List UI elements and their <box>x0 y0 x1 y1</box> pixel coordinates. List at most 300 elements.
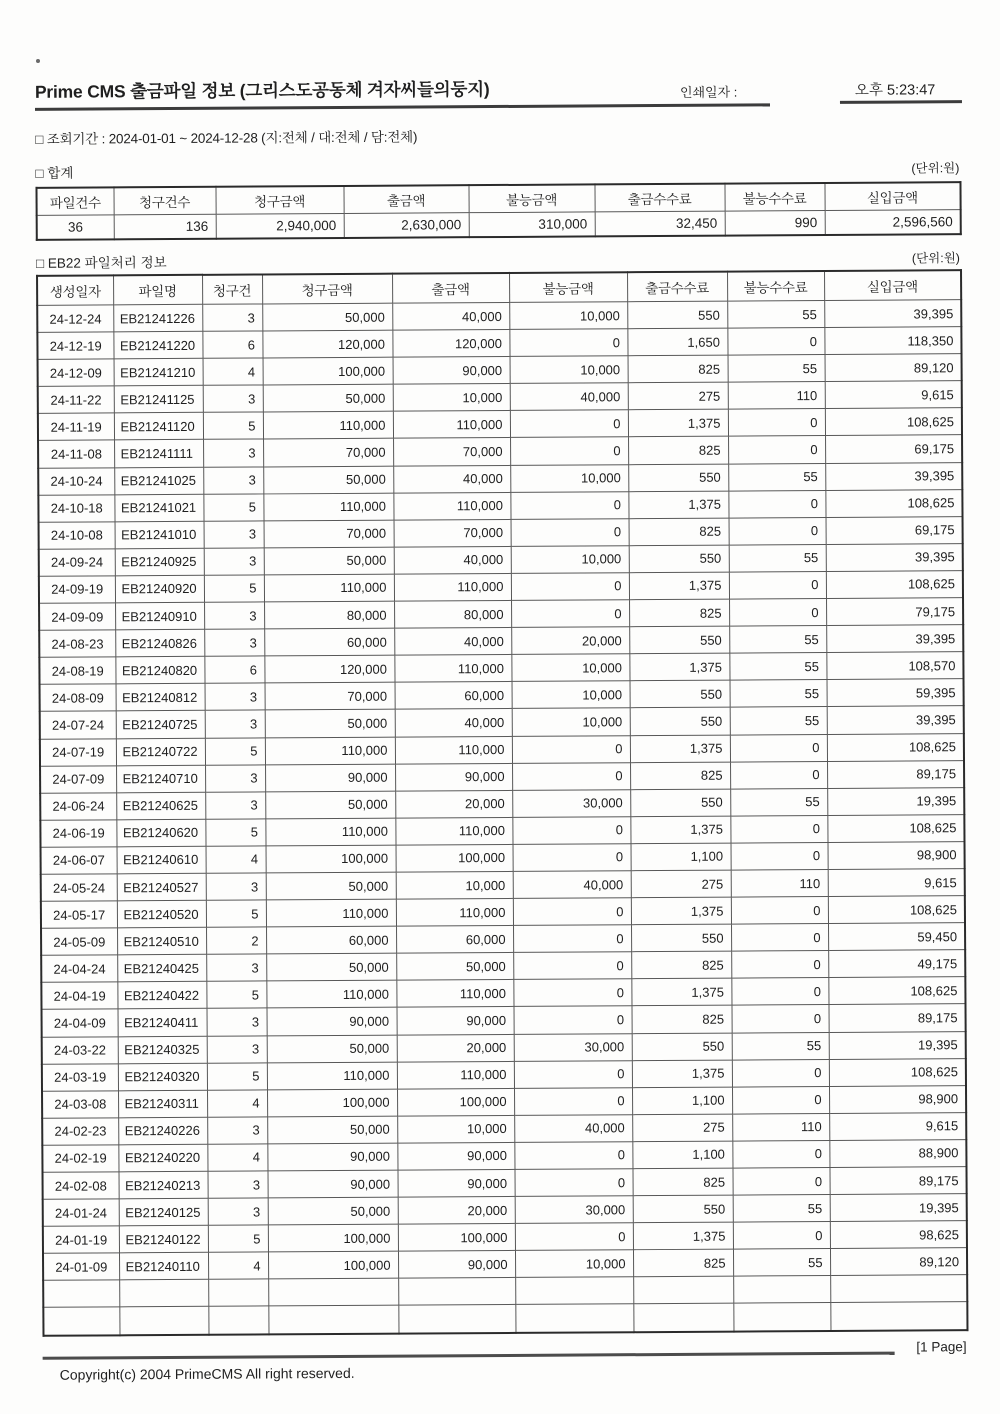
table-cell: EB21241210 <box>114 359 203 387</box>
table-cell: 825 <box>633 1249 733 1277</box>
table-cell: 3 <box>204 602 264 629</box>
table-cell: 80,000 <box>394 600 511 628</box>
table-cell: 10,000 <box>511 654 629 682</box>
table-cell: EB21240520 <box>117 900 206 928</box>
table-cell: 136 <box>114 214 216 239</box>
table-cell: 40,000 <box>513 871 631 899</box>
query-period: □ 조회기간 : 2024-01-01 ~ 2024-12-28 (지:전체 / 대:전체 / 담:전체) <box>35 129 418 147</box>
table-cell: 24-06-24 <box>40 793 116 821</box>
table-cell: 3 <box>204 521 264 548</box>
table-cell: 24-08-23 <box>39 630 115 658</box>
column-header: 실입금액 <box>824 270 961 300</box>
table-cell: 108,625 <box>829 1058 966 1086</box>
table-cell: 825 <box>631 1006 731 1034</box>
table-cell: 5 <box>205 737 265 764</box>
table-cell: 110,000 <box>394 655 511 683</box>
table-cell: 24-03-22 <box>42 1036 118 1064</box>
table-cell: 3 <box>202 304 262 331</box>
table-cell: 5 <box>205 819 265 846</box>
table-cell: 0 <box>509 329 627 357</box>
table-cell: 2,940,000 <box>216 213 344 238</box>
column-header: 청구금액 <box>262 274 392 304</box>
table-cell: 990 <box>725 211 825 236</box>
table-cell: 110,000 <box>396 898 513 926</box>
table-cell: 55 <box>733 1195 830 1223</box>
table-cell <box>830 1302 967 1330</box>
table-cell: 24-02-23 <box>42 1118 118 1146</box>
table-cell: 24-04-09 <box>42 1009 118 1037</box>
table-cell <box>398 1305 515 1333</box>
table-cell: 1,375 <box>631 897 731 925</box>
table-cell: 1,100 <box>632 1087 732 1115</box>
table-cell: 825 <box>629 518 729 546</box>
table-cell: 120,000 <box>262 330 392 358</box>
table-cell: 550 <box>629 626 729 654</box>
table-cell: 3 <box>205 765 265 792</box>
table-cell: EB21241111 <box>114 440 203 468</box>
table-cell: 9,615 <box>829 1112 966 1140</box>
print-time-underline <box>840 100 962 104</box>
table-cell: 1,375 <box>630 735 730 763</box>
table-cell: EB21240213 <box>119 1171 208 1199</box>
table-cell: 70,000 <box>393 438 510 466</box>
table-cell: 50,000 <box>266 953 396 981</box>
table-cell: 0 <box>510 437 628 465</box>
table-cell: 10,000 <box>512 681 630 709</box>
detail-table <box>36 269 968 1336</box>
table-cell: 2,596,560 <box>825 210 961 235</box>
table-cell: 89,175 <box>828 1004 965 1032</box>
column-header: 출금액 <box>392 273 509 303</box>
table-cell: 550 <box>632 1033 732 1061</box>
table-cell: EB21241125 <box>114 386 203 414</box>
table-cell: 550 <box>628 464 728 492</box>
table-cell: 24-08-19 <box>39 657 115 685</box>
title-underline <box>35 103 770 110</box>
column-header: 청구건수 <box>113 187 215 215</box>
table-cell: 0 <box>513 925 631 953</box>
table-cell: EB21241220 <box>113 331 202 359</box>
table-cell: 110,000 <box>395 736 512 764</box>
table-cell: 9,615 <box>825 381 962 409</box>
table-cell: 24-11-22 <box>38 386 114 414</box>
table-cell <box>633 1276 733 1304</box>
table-cell: 3 <box>207 1008 267 1035</box>
table-cell: 10,000 <box>515 1250 633 1278</box>
table-cell: 3 <box>203 385 263 412</box>
table-cell: EB21240422 <box>117 982 206 1010</box>
table-cell: 39,395 <box>824 300 961 328</box>
table-cell: 40,000 <box>393 465 510 493</box>
table-cell: 100,000 <box>267 1089 397 1117</box>
table-cell <box>733 1303 830 1331</box>
page-indicator: [1 Page] <box>916 1338 967 1355</box>
table-cell: 24-01-19 <box>43 1226 119 1254</box>
table-cell: 0 <box>512 816 630 844</box>
table-cell: 108,570 <box>826 652 963 680</box>
table-cell: EB21240122 <box>119 1225 208 1253</box>
table-cell: 825 <box>631 951 731 979</box>
table-cell: EB21241120 <box>114 413 203 441</box>
table-cell: EB21240527 <box>117 873 206 901</box>
table-cell: 24-10-08 <box>39 522 115 550</box>
column-header: 불능수수료 <box>727 271 824 301</box>
table-cell: 5 <box>206 900 266 927</box>
table-cell: 6 <box>204 656 264 683</box>
table-cell: 90,000 <box>265 764 395 792</box>
table-cell: 24-07-09 <box>40 765 116 793</box>
table-cell: EB21240425 <box>117 955 206 983</box>
table-cell: 1,375 <box>632 1060 732 1088</box>
table-cell: 1,375 <box>628 409 728 437</box>
table-cell: 275 <box>631 870 731 898</box>
table-cell: 550 <box>627 301 727 329</box>
table-cell <box>515 1277 633 1305</box>
table-cell: 1,375 <box>630 816 730 844</box>
table-cell: 10,000 <box>511 546 629 574</box>
table-cell: 20,000 <box>397 1034 514 1062</box>
table-cell: EB21240311 <box>118 1090 207 1118</box>
table-cell: 0 <box>514 1087 632 1115</box>
table-cell: 98,900 <box>828 842 965 870</box>
table-cell: 1,375 <box>633 1222 733 1250</box>
table-cell: 55 <box>732 1032 829 1060</box>
table-cell: 10,000 <box>393 384 510 412</box>
table-cell: 90,000 <box>267 1008 397 1036</box>
column-header: 불능금액 <box>509 272 627 302</box>
table-cell: 550 <box>631 924 731 952</box>
table-cell: 24-12-24 <box>37 305 113 333</box>
table-cell: 30,000 <box>515 1196 633 1224</box>
summary-unit-label: (단위:원) <box>911 161 960 176</box>
table-cell: 0 <box>732 1167 829 1195</box>
table-cell: EB21241226 <box>113 304 202 332</box>
table-cell: 3 <box>205 683 265 710</box>
table-cell: 0 <box>728 490 825 518</box>
table-cell: 0 <box>731 978 828 1006</box>
table-cell: 0 <box>510 491 628 519</box>
table-cell: 40,000 <box>510 383 628 411</box>
table-cell: 36 <box>37 215 114 240</box>
table-cell: 24-01-24 <box>43 1199 119 1227</box>
table-cell: 100,000 <box>396 844 513 872</box>
table-cell: 69,175 <box>825 435 962 463</box>
table-cell: 3 <box>206 873 266 900</box>
table-cell: 0 <box>729 517 826 545</box>
table-cell: 24-01-09 <box>43 1253 119 1281</box>
table-cell: 24-12-19 <box>37 332 113 360</box>
table-cell: 108,625 <box>825 408 962 436</box>
table-cell: 0 <box>511 573 629 601</box>
table-cell <box>633 1304 733 1332</box>
table-cell: 3 <box>205 710 265 737</box>
table-cell: 24-06-19 <box>40 820 116 848</box>
table-cell: 0 <box>733 1222 830 1250</box>
table-cell: 9,615 <box>828 869 965 897</box>
table-cell: 110 <box>732 1113 829 1141</box>
table-cell: 30,000 <box>512 789 630 817</box>
table-cell: 24-07-24 <box>40 711 116 739</box>
table-cell: 0 <box>730 815 827 843</box>
table-cell: 90,000 <box>397 1142 514 1170</box>
table-cell: 39,395 <box>827 706 964 734</box>
table-cell: 5 <box>207 1063 267 1090</box>
table-cell: 5 <box>204 575 264 602</box>
table-cell: 24-05-09 <box>41 928 117 956</box>
table-cell: EB21240125 <box>119 1198 208 1226</box>
table-cell: 20,000 <box>398 1197 515 1225</box>
report-header <box>35 73 959 111</box>
table-cell: 3 <box>208 1171 268 1198</box>
table-cell: 59,395 <box>827 679 964 707</box>
table-cell: 1,375 <box>629 572 729 600</box>
table-cell: 0 <box>510 410 628 438</box>
table-cell: 6 <box>202 331 262 358</box>
table-cell: 110 <box>731 869 828 897</box>
table-cell: 24-02-19 <box>42 1145 118 1173</box>
table-cell: 0 <box>515 1223 633 1251</box>
table-cell: 0 <box>728 409 825 437</box>
report-content <box>35 73 967 1382</box>
table-cell: EB21240710 <box>116 765 205 793</box>
table-cell: 55 <box>729 626 826 654</box>
table-cell: 110,000 <box>397 1061 514 1089</box>
table-cell: 100,000 <box>263 357 393 385</box>
column-header: 파일건수 <box>36 187 113 215</box>
table-cell: 90,000 <box>397 1169 514 1197</box>
table-cell: 0 <box>731 951 828 979</box>
table-cell: 89,175 <box>827 760 964 788</box>
table-cell: 550 <box>630 708 730 736</box>
table-cell: 1,100 <box>632 1141 732 1169</box>
table-cell: 19,395 <box>830 1194 967 1222</box>
table-cell: 0 <box>511 518 629 546</box>
table-cell: 24-11-08 <box>38 440 114 468</box>
table-cell: 50,000 <box>265 710 395 738</box>
table-cell: 1,100 <box>631 843 731 871</box>
table-cell: 110,000 <box>264 574 394 602</box>
table-cell: 40,000 <box>394 546 511 574</box>
table-cell: 0 <box>732 1140 829 1168</box>
table-cell: EB21240925 <box>115 548 204 576</box>
table-cell: 5 <box>208 1225 268 1252</box>
table-cell: 100,000 <box>268 1224 398 1252</box>
table-cell: 0 <box>730 761 827 789</box>
table-cell: 0 <box>513 898 631 926</box>
table-cell: 110,000 <box>396 980 513 1008</box>
table-cell: 50,000 <box>268 1197 398 1225</box>
table-cell: 20,000 <box>395 790 512 818</box>
table-cell: 0 <box>512 735 630 763</box>
table-cell: 90,000 <box>395 763 512 791</box>
table-cell: 110,000 <box>266 899 396 927</box>
table-cell: 50,000 <box>264 547 394 575</box>
table-cell: 118,350 <box>824 327 961 355</box>
table-cell: 24-04-19 <box>41 982 117 1010</box>
table-cell <box>268 1279 398 1307</box>
table-cell: 0 <box>513 979 631 1007</box>
table-cell: 24-05-24 <box>41 874 117 902</box>
detail-section-title: □ EB22 파일처리 정보 <box>35 255 167 271</box>
table-cell: EB21240325 <box>118 1036 207 1064</box>
table-cell: 90,000 <box>393 357 510 385</box>
print-date-label: 인쇄일자 : <box>679 84 738 100</box>
table-cell: 0 <box>732 1086 829 1114</box>
column-header: 청구건 <box>202 274 262 304</box>
table-cell: 10,000 <box>512 708 630 736</box>
table-cell: 98,625 <box>830 1221 967 1249</box>
summary-row <box>37 210 961 240</box>
table-cell: EB21240722 <box>116 738 205 766</box>
table-cell: 55 <box>728 355 825 383</box>
copyright-text: Copyright(c) 2004 PrimeCMS All right reserved. <box>59 1364 355 1383</box>
table-cell <box>733 1276 830 1304</box>
print-time: 오후 5:23:47 <box>854 82 936 99</box>
table-cell: 825 <box>628 355 728 383</box>
table-cell: 108,625 <box>828 896 965 924</box>
table-cell: 550 <box>630 680 730 708</box>
table-cell: 110,000 <box>263 412 393 440</box>
table-cell: 1,375 <box>629 653 729 681</box>
table-cell: 50,000 <box>267 1116 397 1144</box>
table-cell: 3 <box>206 954 266 981</box>
table-cell: 0 <box>513 952 631 980</box>
table-cell: 32,450 <box>595 211 725 236</box>
table-cell: 0 <box>512 762 630 790</box>
table-cell: 1,375 <box>628 491 728 519</box>
table-cell: 550 <box>629 545 729 573</box>
table-cell: EB21240812 <box>116 684 205 712</box>
table-cell <box>43 1307 119 1335</box>
table-cell: 0 <box>727 328 824 356</box>
table-cell: 0 <box>513 844 631 872</box>
table-cell: 24-06-07 <box>41 847 117 875</box>
table-cell: 98,900 <box>829 1085 966 1113</box>
table-cell: 70,000 <box>394 519 511 547</box>
table-cell: 3 <box>207 1035 267 1062</box>
column-header: 파일명 <box>113 275 202 305</box>
table-cell: 24-05-17 <box>41 901 117 929</box>
table-cell: EB21240220 <box>118 1144 207 1172</box>
table-cell: 825 <box>632 1168 732 1196</box>
table-cell <box>268 1306 398 1334</box>
table-cell: 40,000 <box>394 628 511 656</box>
footer-rule <box>43 1351 895 1359</box>
table-cell: 3 <box>204 548 264 575</box>
table-cell: 0 <box>511 600 629 628</box>
table-cell: 275 <box>628 382 728 410</box>
table-cell: 108,625 <box>826 571 963 599</box>
table-cell: 55 <box>727 301 824 329</box>
table-cell: 55 <box>733 1249 830 1277</box>
table-cell: 825 <box>630 762 730 790</box>
table-cell: 0 <box>514 1006 632 1034</box>
table-cell: 55 <box>729 544 826 572</box>
report-footer <box>43 1338 967 1383</box>
table-cell <box>830 1275 967 1303</box>
table-cell: 110,000 <box>263 493 393 521</box>
table-cell: 3 <box>203 439 263 466</box>
table-cell: 10,000 <box>510 464 628 492</box>
table-cell: 4 <box>208 1252 268 1279</box>
table-cell: 69,175 <box>826 516 963 544</box>
table-cell: 3 <box>208 1198 268 1225</box>
table-cell: 60,000 <box>266 926 396 954</box>
table-cell: 24-04-24 <box>41 955 117 983</box>
table-cell: 10,000 <box>396 871 513 899</box>
summary-section-title: □ 합계 <box>35 165 74 181</box>
column-header: 불능수수료 <box>724 183 824 211</box>
table-cell: 24-02-08 <box>43 1172 119 1200</box>
table-cell: 4 <box>207 1144 267 1171</box>
table-cell: 24-03-08 <box>42 1091 118 1119</box>
table-cell: 310,000 <box>469 212 595 237</box>
page-title: Prime CMS 출금파일 정보 (그리스도공동체 겨자씨들의둥지) <box>34 79 490 102</box>
table-cell: 10,000 <box>397 1115 514 1143</box>
table-cell: 10,000 <box>510 356 628 384</box>
table-cell: 24-03-19 <box>42 1063 118 1091</box>
table-cell: 55 <box>728 463 825 491</box>
table-cell: 55 <box>729 653 826 681</box>
table-cell: EB21240411 <box>118 1009 207 1037</box>
table-cell: EB21241010 <box>115 521 204 549</box>
table-cell: 50,000 <box>265 791 395 819</box>
table-cell: 55 <box>730 788 827 816</box>
table-cell: 3 <box>207 1117 267 1144</box>
table-cell: 0 <box>730 734 827 762</box>
column-header: 출금액 <box>343 185 468 213</box>
scan-artifact-dot <box>36 59 40 63</box>
column-header: 실입금액 <box>824 182 960 210</box>
table-cell: 4 <box>207 1090 267 1117</box>
table-cell: 59,450 <box>828 923 965 951</box>
table-cell: 108,625 <box>827 814 964 842</box>
table-cell: 825 <box>629 599 729 627</box>
table-cell: 110,000 <box>394 573 511 601</box>
table-cell: 5 <box>206 981 266 1008</box>
table-cell: 0 <box>514 1169 632 1197</box>
table-cell: 5 <box>203 494 263 521</box>
table-cell: 0 <box>728 436 825 464</box>
table-cell <box>119 1280 208 1308</box>
column-header: 출금수수료 <box>594 184 724 212</box>
table-cell: 50,000 <box>262 303 392 331</box>
table-cell: EB21240910 <box>115 602 204 630</box>
table-cell: 0 <box>731 897 828 925</box>
table-cell: 50,000 <box>267 1035 397 1063</box>
table-cell: 40,000 <box>392 302 509 330</box>
empty-row <box>43 1302 967 1335</box>
summary-section-header <box>35 156 959 182</box>
table-cell: 88,900 <box>829 1140 966 1168</box>
table-cell: 100,000 <box>266 845 396 873</box>
table-cell: 0 <box>731 842 828 870</box>
table-cell: 24-10-18 <box>38 495 114 523</box>
table-cell: 79,175 <box>826 598 963 626</box>
table-cell: 60,000 <box>395 682 512 710</box>
table-cell: 110,000 <box>265 737 395 765</box>
table-cell: 30,000 <box>514 1033 632 1061</box>
table-cell: 110,000 <box>266 980 396 1008</box>
table-cell: 90,000 <box>267 1170 397 1198</box>
table-cell: EB21240826 <box>115 629 204 657</box>
table-cell: 3 <box>204 629 264 656</box>
column-header: 청구금액 <box>215 186 343 214</box>
table-cell: 50,000 <box>266 872 396 900</box>
table-cell: 24-10-24 <box>38 467 114 495</box>
table-cell: 120,000 <box>264 655 394 683</box>
table-cell: 19,395 <box>829 1031 966 1059</box>
